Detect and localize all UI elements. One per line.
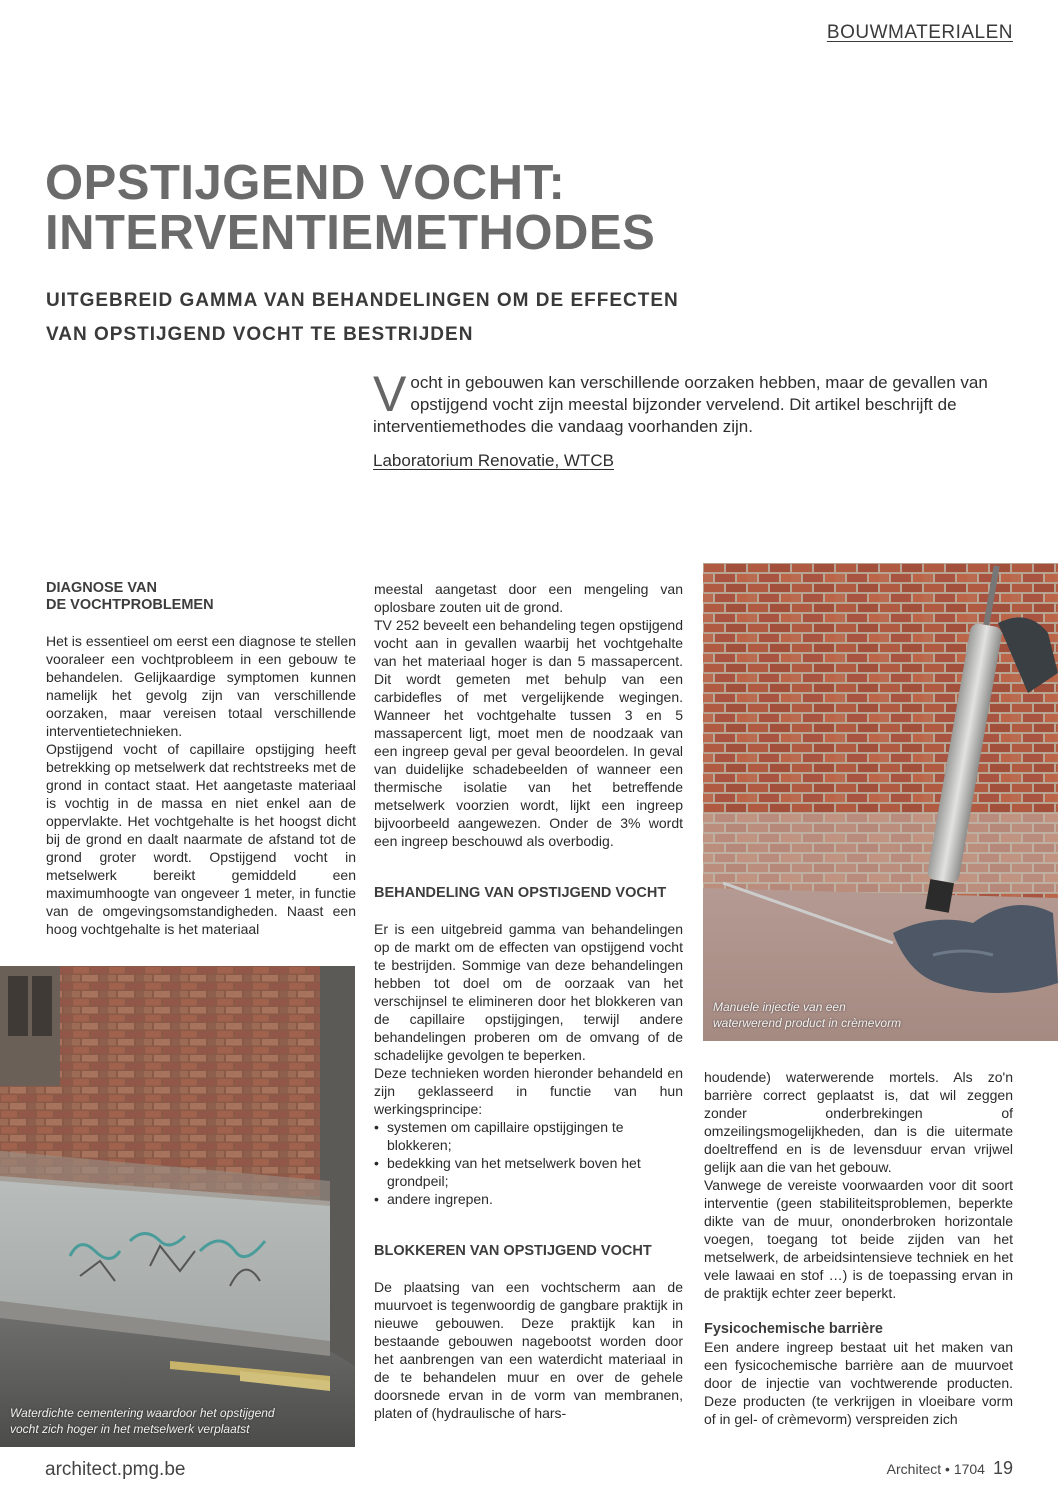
injection-illustration: [703, 563, 1058, 1041]
issue-label: Architect • 1704: [886, 1461, 985, 1477]
caption-right-line-2: waterwerend product in crèmevorm: [713, 1016, 902, 1030]
col2-paragraph-5: De plaatsing van een vochtscherm aan de muurvoet is tegenwoordig de gangbare praktijk in nieuwe gebouwen. Deze praktijk kan in bestaande gebouwen nagebootst worden door het aanbrengen van een waterdicht materiaal in de te behandelen muur en over de gehele doorsnede ervan in de vorm van membranen, platen of (hydraulische of hars-: [374, 1279, 683, 1421]
photo-caption-left: [10, 1405, 275, 1437]
col2-paragraph-3: Er is een uitgebreid gamma van behandelingen op de markt om de effecten van opstijgend vocht te bestrijden. Sommige van deze behandelingen hebben tot doel om de oorzaak van het verschijnsel te elimineren door het blokkeren van de capillaire opstijgingen, terwijl andere behandelingen proberen om de omvang of de schadelijke gevolgen te beperken.: [374, 921, 683, 1063]
intro-text: ocht in gebouwen kan verschillende oorzaken hebben, maar de gevallen van opstijgend vocht zijn meestal bijzonder vervelend. Dit artikel beschrijft de interventiemethodes die vandaag voorhanden zijn.: [373, 373, 988, 436]
col2-paragraph-4: Deze technieken worden hieronder behandeld en zijn geklasseerd in functie van hun werkingsprincipe:: [374, 1065, 683, 1117]
col3-paragraph-3: Een andere ingreep bestaat uit het maken van een fysicochemische barrière aan de muurvoet door de injectie van vochtwerende producten. Deze producten (te verkrijgen in vloeibare vorm of in gel- of crèmevorm) verspreiden zich: [704, 1339, 1013, 1427]
intro-dropcap: V: [373, 366, 407, 422]
photo-injection: [703, 563, 1058, 1041]
subtitle-line-2: VAN OPSTIJGEND VOCHT TE BESTRIJDEN: [46, 324, 474, 345]
list-item: • systemen om capillaire opstijgingen te blokkeren;: [374, 1118, 683, 1154]
caption-left-line-2: vocht zich hoger in het metselwerk verplaatst: [10, 1422, 250, 1436]
col2-paragraph-1: meestal aangetast door een mengeling van oplosbare zouten uit de grond.: [374, 581, 683, 615]
column-1: [46, 580, 356, 938]
col3-paragraph-1: houdende) waterwerende mortels. Als zo'n barrière correct geplaatst is, dat wil zeggen zonder onderbrekingen of omzeilingsmogelijkheden, dan is die uitermate doeltreffend en is de levensduur ervan vrijwel gelijk aan die van het gebouw.: [704, 1069, 1013, 1175]
column-2: [374, 580, 683, 1422]
page-number: 19: [992, 1458, 1013, 1478]
heading-behandeling: BEHANDELING VAN OPSTIJGEND VOCHT: [374, 885, 667, 901]
col2-paragraph-2: TV 252 beveelt een behandeling tegen opstijgend vocht aan in gevallen waarbij het vochtgehalte van het materiaal hoger is dan 5 massapercent. Dit wordt gemeten met behulp van een carbidefles of met vergelijkende wegingen. Wanneer het vochtgehalte tussen 3 en 5 massapercent ligt, moet men de noodzaak van een ingreep geval per geval beoordelen. In geval van duidelijke schadebeelden of wanneer een thermische isolatie van het betreffende metselwerk voorzien wordt, lijkt een ingreep bijvoorbeeld aangewezen. Onder de 3% wordt een ingreep beschouwd als overbodig.: [374, 617, 683, 849]
caption-left-line-1: Waterdichte cementering waardoor het opstijgend: [10, 1406, 275, 1420]
photo-caption-right: [713, 999, 901, 1031]
page-subtitle: [46, 284, 946, 352]
col3-paragraph-2: Vanwege de vereiste voorwaarden voor dit soort interventie (geen stabiliteitsproblemen, beperkte dikte van de muur, ononderbroken horizontale voegen, toegang tot beide zijden van het metselwerk, de arbeidsintensieve techniek en het vele lawaai en stof …) is de toepassing ervan in de praktijk echter zeer beperkt.: [704, 1177, 1013, 1301]
col1-paragraph-2: Opstijgend vocht of capillaire opstijging heeft betrekking op metselwerk dat rechtstreeks met de grond in contact staat. Het aangetaste materiaal is vochtig in de massa en niet enkel aan de oppervlakte. Het vochtgehalte is het hoogst dicht bij de grond en daalt naarmate de afstand tot de grond groter wordt. Opstijgend vocht in metselwerk bereikt gemiddeld een maximumhoogte van ongeveer 1 meter, in functie van de omgevingsomstandigheden. Naast een hoog vochtgehalte is het materiaal: [46, 741, 356, 937]
title-line-2: INTERVENTIEMETHODES: [45, 206, 656, 260]
heading-diagnose-line-2: DE VOCHTPROBLEMEN: [46, 597, 214, 613]
subtitle-line-1: UITGEBREID GAMMA VAN BEHANDELINGEN OM DE EFFECTEN: [46, 290, 679, 311]
heading-diagnose: [46, 580, 356, 614]
caption-right-line-1: Manuele injectie van een: [713, 1000, 846, 1014]
heading-diagnose-line-1: DIAGNOSE VAN: [46, 580, 157, 596]
technique-list: [374, 1118, 683, 1208]
footer-issue: [887, 1458, 1013, 1479]
list-item: • bedekking van het metselwerk boven het grondpeil;: [374, 1154, 683, 1190]
intro-block: [373, 366, 1013, 472]
footer-website-link[interactable]: architect.pmg.be: [45, 1459, 186, 1480]
section-tag: BOUWMATERIALEN: [826, 22, 1013, 43]
author-link[interactable]: Laboratorium Renovatie, WTCB: [373, 451, 614, 470]
col1-paragraph-1: Het is essentieel om eerst een diagnose te stellen vooraleer een vochtprobleem in een gebouw te behandelen. Gelijkaardige symptomen kunnen namelijk het gevolg zijn van verschillende oorzaken, maar vereisen totaal verschillende interventietechnieken.: [46, 633, 356, 739]
list-item: • andere ingrepen.: [374, 1190, 683, 1208]
column-3: [704, 1068, 1013, 1428]
cement-wall-illustration: [0, 966, 355, 1447]
photo-cement-wall: [0, 966, 355, 1447]
title-line-1: OPSTIJGEND VOCHT:: [45, 156, 566, 210]
page-title: [45, 158, 945, 258]
heading-blokkeren: BLOKKEREN VAN OPSTIJGEND VOCHT: [374, 1243, 652, 1259]
heading-fysicochemisch: Fysicochemische barrière: [704, 1321, 883, 1337]
